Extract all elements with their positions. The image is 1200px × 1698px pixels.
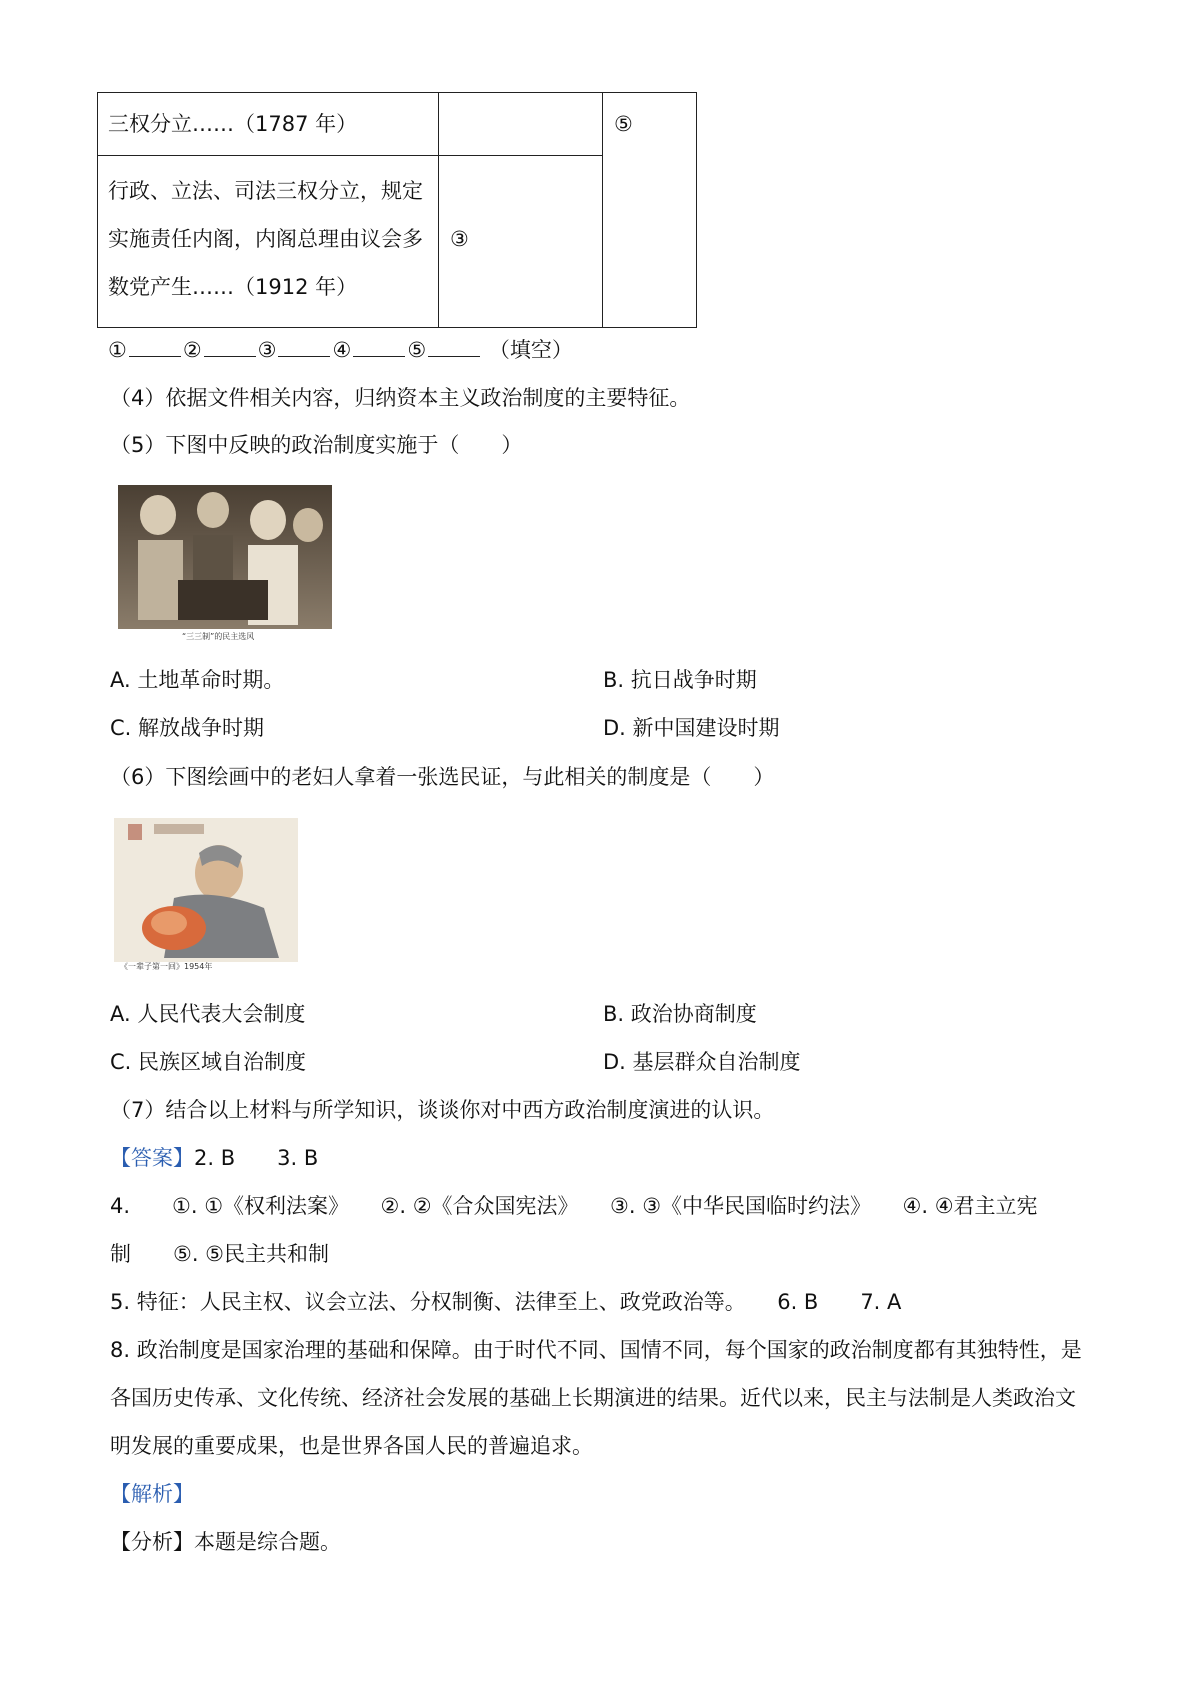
- blank-marker: ③: [257, 338, 277, 362]
- analysis-text: 【分析】本题是综合题。: [110, 1530, 341, 1554]
- blank-marker: ⑤: [407, 338, 427, 362]
- answer-5-line: 5. 特征：人民主权、议会立法、分权制衡、法律至上、政党政治等。 6. B 7. A: [110, 1290, 902, 1314]
- blank-5[interactable]: [428, 336, 480, 357]
- history-table: [97, 92, 697, 328]
- election-photo: [118, 485, 332, 645]
- answer-8-line1: 8. 政治制度是国家治理的基础和保障。由于时代不同、国情不同，每个国家的政治制度都有其独特性，是: [110, 1338, 1082, 1362]
- blank-4[interactable]: [353, 336, 405, 357]
- blank-3[interactable]: [278, 336, 330, 357]
- election-photo-image: [118, 485, 332, 645]
- answer-first: 2. B 3. B: [194, 1146, 319, 1170]
- q6-option-b[interactable]: B. 政治协商制度: [603, 1002, 757, 1026]
- table-cell-marker-3: ③: [450, 227, 469, 251]
- table-cell-row2-line1: 行政、立法、司法三权分立，规定: [108, 179, 423, 203]
- fill-blank-line: [108, 335, 573, 365]
- table-cell-row1: 三权分立……（1787 年）: [108, 112, 358, 136]
- old-woman-painting: [114, 818, 298, 976]
- answer-label: 【答案】: [110, 1146, 194, 1170]
- q6-option-d[interactable]: D. 基层群众自治制度: [603, 1050, 801, 1074]
- table-divider: [602, 93, 603, 327]
- answer-line: [110, 1143, 318, 1173]
- blank-marker: ④: [332, 338, 352, 362]
- question-5-stem: （5）下图中反映的政治制度实施于（ ）: [110, 433, 523, 457]
- question-4: （4）依据文件相关内容，归纳资本主义政治制度的主要特征。: [110, 386, 691, 410]
- painting-caption: 《一辈子第一回》1954年: [120, 962, 213, 971]
- table-divider: [98, 155, 602, 156]
- q6-option-a[interactable]: A. 人民代表大会制度: [110, 1002, 306, 1026]
- answer-8-line3: 明发展的重要成果，也是世界各国人民的普遍追求。: [110, 1434, 593, 1458]
- q5-option-a[interactable]: A. 土地革命时期。: [110, 668, 285, 692]
- answer-4-line2: 制 ⑤. ⑤民主共和制: [110, 1242, 330, 1266]
- blank-1[interactable]: [129, 336, 181, 357]
- answer-8-line2: 各国历史传承、文化传统、经济社会发展的基础上长期演进的结果。近代以来，民主与法制是人类政治文: [110, 1386, 1076, 1410]
- q5-option-b[interactable]: B. 抗日战争时期: [603, 668, 757, 692]
- table-divider: [438, 93, 439, 327]
- question-6-stem: （6）下图绘画中的老妇人拿着一张选民证，与此相关的制度是（ ）: [110, 765, 775, 789]
- question-7: （7）结合以上材料与所学知识，谈谈你对中西方政治制度演进的认识。: [110, 1098, 775, 1122]
- analysis-label: 【解析】: [110, 1482, 194, 1506]
- table-cell-row2-line3: 数党产生……（1912 年）: [108, 275, 358, 299]
- q5-option-c[interactable]: C. 解放战争时期: [110, 716, 265, 740]
- painting-image: [114, 818, 298, 976]
- blank-2[interactable]: [204, 336, 256, 357]
- answer-4-line1: 4. ①. ①《权利法案》 ②. ②《合众国宪法》 ③. ③《中华民国临时约法》 ④. ④君主立宪: [110, 1194, 1038, 1218]
- table-cell-marker-5: ⑤: [614, 112, 633, 136]
- fill-suffix: （填空）: [488, 338, 573, 362]
- q5-option-d[interactable]: D. 新中国建设时期: [603, 716, 780, 740]
- election-photo-caption: “三三制”的民主选风: [182, 632, 255, 641]
- blank-marker: ①: [108, 338, 127, 362]
- blank-marker: ②: [182, 338, 202, 362]
- q6-option-c[interactable]: C. 民族区域自治制度: [110, 1050, 307, 1074]
- table-cell-row2-line2: 实施责任内阁，内阁总理由议会多: [108, 227, 423, 251]
